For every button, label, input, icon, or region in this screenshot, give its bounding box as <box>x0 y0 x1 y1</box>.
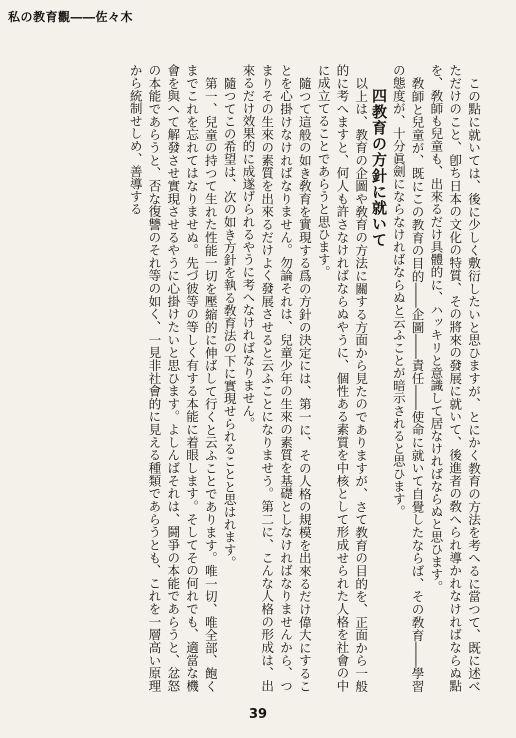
paragraph: 隨つてこの希望は、次の如き方針を執る敎育法の下に實現せられることと思はれます。 <box>221 76 237 568</box>
running-head: 私の教育觀――佐々木 <box>8 10 134 24</box>
section-title: 教育の方針に就いて <box>370 104 389 248</box>
page-number: 39 <box>248 707 268 722</box>
body-text <box>36 64 482 692</box>
section-number: 四 <box>370 88 389 104</box>
paragraph: 敎師と兒童が、既にこの教育の目的――企圖――責任――使命に就いて自覺したならば、その敎育――學習の態度が、十分眞劍にならなければならぬと云ふことが暗示されると思ひます。 <box>390 64 425 692</box>
paragraph: 第一、兒童の持つて生れた性能一切を壓縮的に伸ばして行くと云ふことであります。唯一切、唯全部、飽くまでこれを忘れてはなりませぬ。先づ彼等の等しく有する本能に着眼します。そしてその何れでも、適當な機會を與へて解發させ實現させるやうに心掛けたいと思ひます。よしんばそれは、鬪爭の本能であらうと、忿怒の本能であらうと、否な復讐のそれ等の如く、一見非社會的に見える種類であらうとも、これを一層高い原理から統制せしめ、善導する <box>127 64 218 692</box>
paragraph: この點に就いては、後に少しく敷衍したいと思ひますが、とにかく教育の方法を考へるに當つて、既に述べただけのこと、卽ち日本の文化の特質、その將來の發展に就いて、後進者の敎へられ導かれなければならぬ點を、敎師も兒童も、出來るだけ具體的に、ハッキリと意識して居なければならぬと思ひます。 <box>428 64 481 692</box>
paragraph: 以上は、教育の企圖や敎育の方法に關する方面から見たのでありますが、さて教育の目的を、正面から一般的に考へますと、何人も許さなければならぬやうに、個性ある素質を中核として形成せられた人格を社會の中に成立てることであらうと思ひます。 <box>315 64 369 692</box>
section-heading <box>369 64 388 692</box>
paragraph: 隨つて這般の如き敎育を實現する爲の方針の決定には、第一に、その人格の規模を出來るだけ偉大にすることを心掛けなければなりません。勿論それは、兒童少年の生來の素質を基礎としなければなりませんから、つまりその生來の素質を出來るだけよく發展させると云ふことになりませう。第二に、こんな人格の形成は、出來るだけ效果的に成遂げられるやうに考へなければなりません。 <box>240 64 312 692</box>
